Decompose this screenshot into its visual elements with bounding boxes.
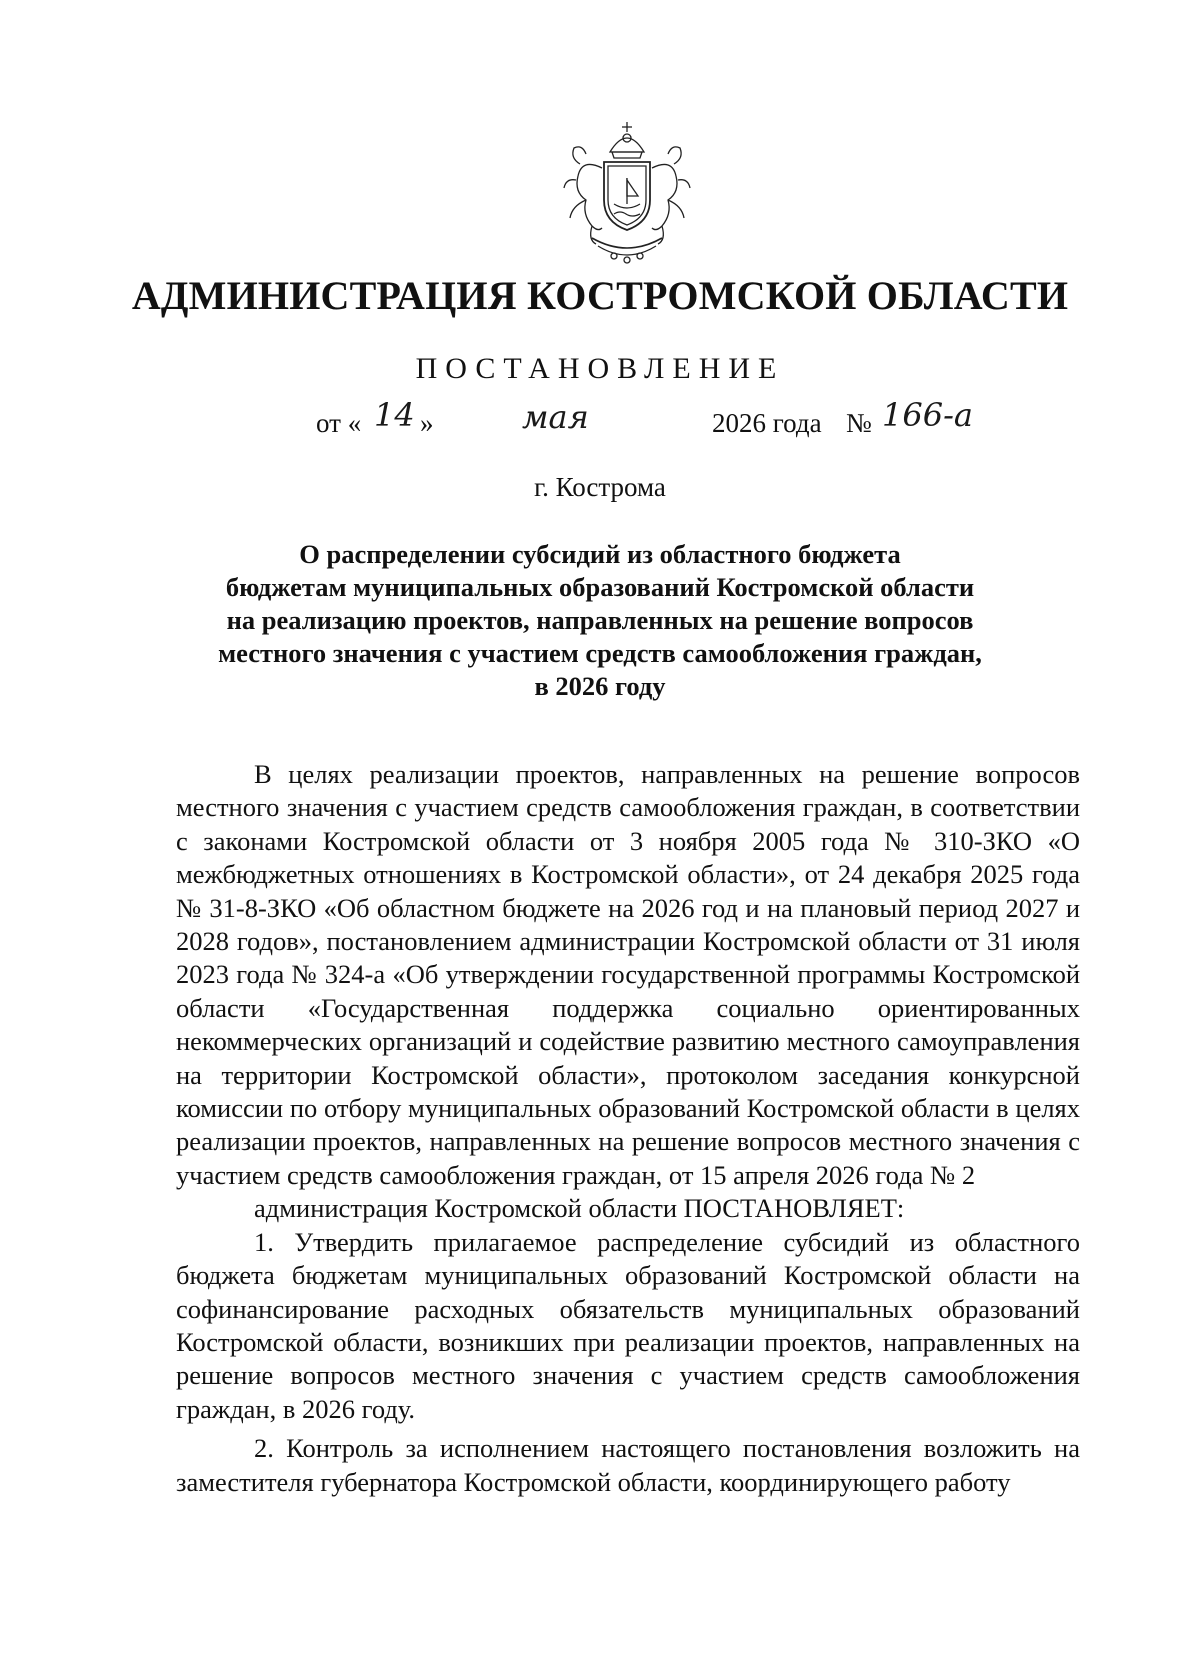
date-month-handwritten: мая [522, 398, 589, 436]
document-type: ПОСТАНОВЛЕНИЕ [415, 352, 785, 385]
resolves-paragraph: администрация Костромской области ПОСТАНОВЛЯЕТ: [254, 1193, 905, 1224]
item-1-paragraph: 1. Утвердить прилагаемое распределение субсидий из областного бюджета бюджетам муниципальных образований Костромской области на софинансирование расходных обязательств муниципальных образований Костромской области, возникших при реализации проектов, направленных на решение вопросов местного значения с участием средств самообложения граждан, в 2026 году. [176, 1226, 1080, 1424]
subject-line: в 2026 году [534, 671, 666, 701]
preamble-paragraph: В целях реализации проектов, направленных на решение вопросов местного значения с участием средств самообложения граждан, в соответствии с законами Костромской области от 3 ноября 2005 года № 310-ЗКО «О межбюджетных отношениях в Костромской области», от 24 декабря 2025 года № 31-8-ЗКО «Об областном бюджете на 2026 год и на плановый период 2027 и 2028 годов», постановлением администрации Костромской области от 31 июля 2023 года № 324-а «Об утверждении государственной программы Костромской области «Государственная поддержка социально ориентированных некоммерческих организаций и содействие развитию местного самоуправления на территории Костромской области», протоколом заседания конкурсной комиссии по отбору муниципальных образований Костромской области в целях реализации проектов, направленных на решение вопросов местного значения с участием средств самообложения граждан, от 15 апреля 2026 года № 2 [176, 759, 1080, 1190]
subject-line: бюджетам муниципальных образований Костромской области [225, 572, 975, 602]
city: г. Кострома [534, 472, 666, 502]
organization-title: АДМИНИСТРАЦИЯ КОСТРОМСКОЙ ОБЛАСТИ [131, 273, 1069, 318]
document-subject [180, 538, 1020, 703]
coat-of-arms-icon [552, 118, 702, 270]
date-quote-close: » [420, 408, 434, 438]
item-2-paragraph: 2. Контроль за исполнением настоящего постановления возложить на заместителя губернатора Костромской области, координирующего работу [176, 1433, 1080, 1497]
subject-line: на реализацию проектов, направленных на решение вопросов [226, 605, 974, 635]
document-number-handwritten: 166-а [882, 396, 973, 434]
date-prefix: от « [316, 408, 362, 438]
document-body [176, 758, 1080, 1499]
subject-line: местного значения с участием средств самообложения граждан, [218, 638, 982, 668]
date-day-handwritten: 14 [374, 396, 415, 434]
subject-line: О распределении субсидий из областного бюджета [299, 539, 901, 569]
date-year: 2026 года [712, 408, 822, 438]
number-sign: № [846, 408, 872, 438]
